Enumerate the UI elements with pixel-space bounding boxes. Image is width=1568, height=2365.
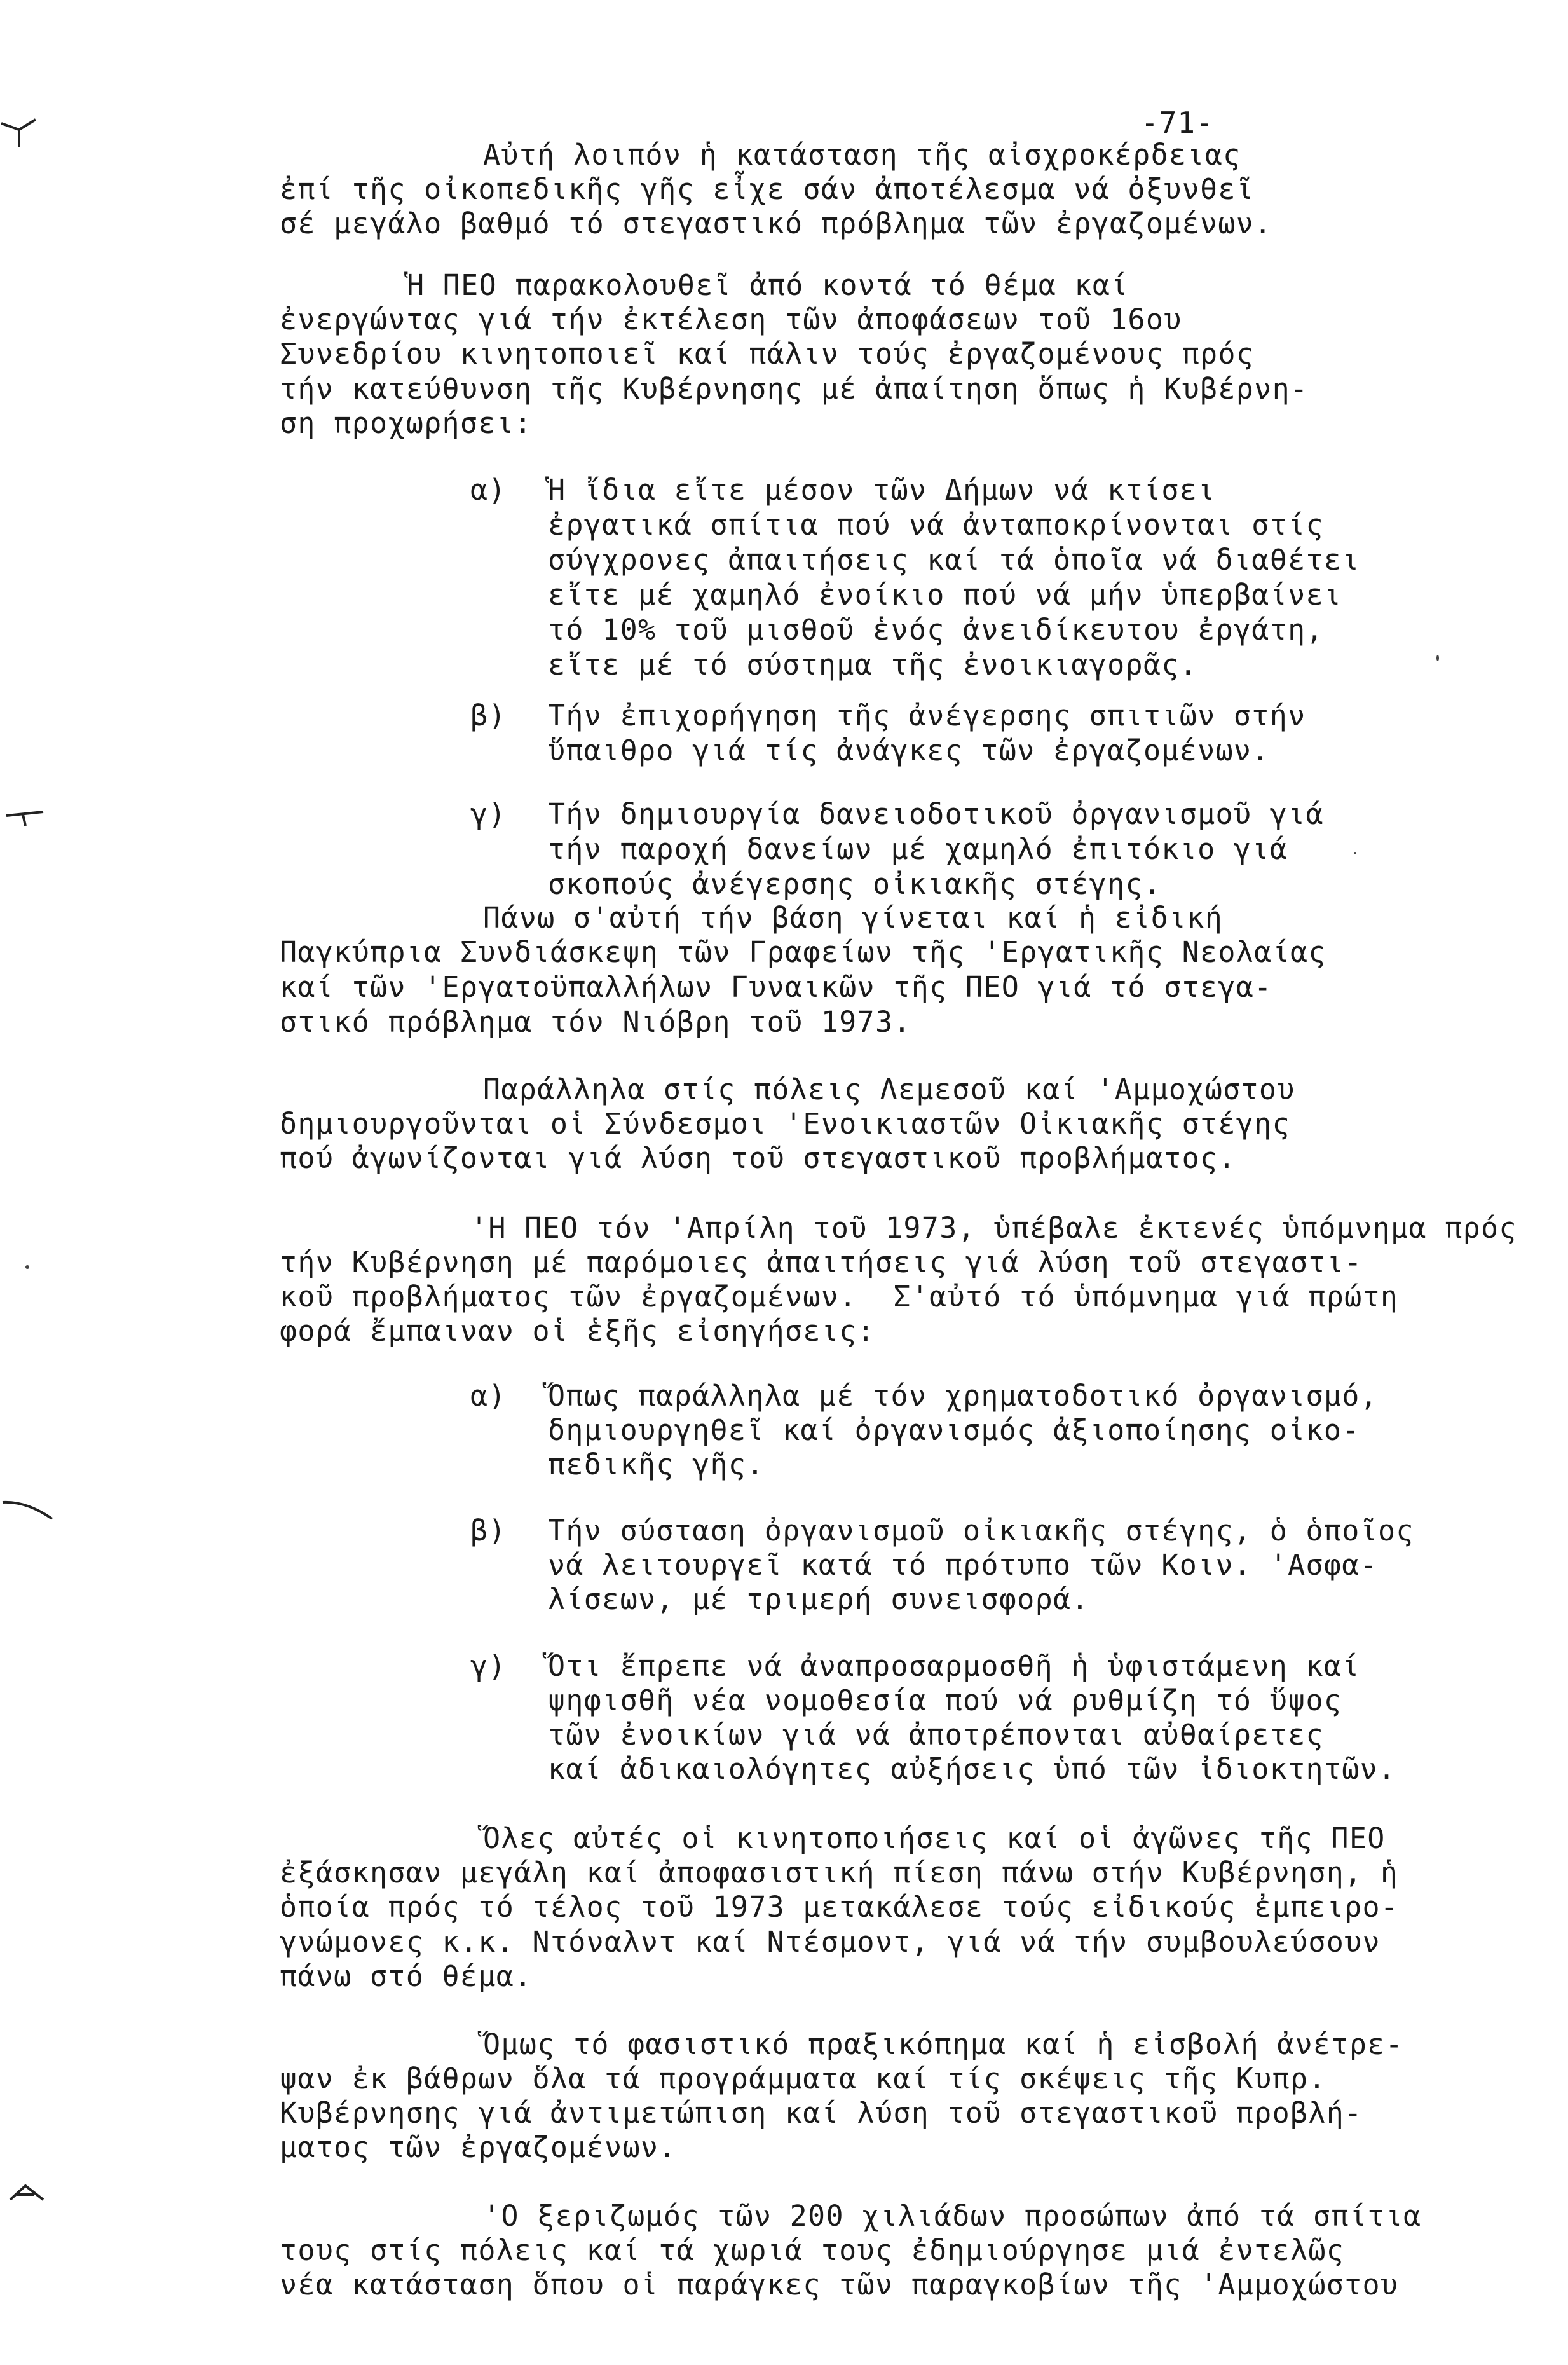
- paragraph-line: Κυβέρνησης γιά ἀντιμετώπιση καί λύση τοῦ στεγαστικοῦ προβλή-: [280, 2096, 1363, 2130]
- list-marker: β): [470, 699, 507, 732]
- page-number: -71-: [1141, 106, 1214, 140]
- list-item-line: τῶν ἐνοικίων γιά νά ἀποτρέπονται αὐθαίρετες: [548, 1718, 1324, 1751]
- paragraph-line: Πάνω σ'αὐτή τήν βάση γίνεται καί ἡ εἰδική: [483, 901, 1224, 935]
- left-margin-mark-4: [8, 2181, 46, 2209]
- paragraph-line: Παράλληλα στίς πόλεις Λεμεσοῦ καί 'Αμμοχώστου: [483, 1073, 1295, 1106]
- list-item-line: Τήν ἐπιχορήγηση τῆς ἀνέγερσης σπιτιῶν στήν: [548, 699, 1306, 732]
- list-item-line: εἴτε μέ χαμηλό ἐνοίκιο πού νά μήν ὑπερβαίνει: [548, 578, 1342, 612]
- paragraph-line: στικό πρόβλημα τόν Νιόβρη τοῦ 1973.: [280, 1005, 911, 1039]
- paragraph-line: σέ μεγάλο βαθμό τό στεγαστικό πρόβλημα τῶν ἐργαζομένων.: [280, 207, 1272, 240]
- list-item-line: σκοπούς ἀνέγερσης οἰκιακῆς στέγης.: [548, 867, 1162, 901]
- paragraph-line: ψαν ἐκ βάθρων ὅλα τά προγράμματα καί τίς σκέψεις τῆς Κυπρ.: [280, 2062, 1326, 2095]
- paragraph-line: Ὅμως τό φασιστικό πραξικόπημα καί ἡ εἰσβολή ἀνέτρε-: [483, 2027, 1404, 2061]
- scan-speck: [25, 1265, 29, 1269]
- list-item-line: σύγχρονες ἀπαιτήσεις καί τά ὁποῖα νά διαθέτει: [548, 543, 1360, 577]
- paragraph-line: ση προχωρήσει:: [280, 406, 533, 440]
- list-item-line: δημιουργηθεῖ καί ὀργανισμός ἀξιοποίησης οἰκο-: [548, 1413, 1360, 1447]
- left-margin-mark-3: [1, 1497, 58, 1532]
- paragraph-line: κοῦ προβλήματος τῶν ἐργαζομένων. Σ'αὐτό τό ὑπόμνημα γιά πρώτη: [280, 1280, 1399, 1313]
- paragraph-line: Αὐτή λοιπόν ἡ κατάσταση τῆς αἰσχροκέρδειας: [483, 138, 1241, 172]
- paragraph-line: ἐνεργώντας γιά τήν ἐκτέλεση τῶν ἀποφάσεων τοῦ 16ου: [280, 303, 1182, 336]
- left-margin-mark-2: [4, 804, 48, 832]
- left-margin-mark-1: [0, 114, 38, 155]
- list-item-line: ὕπαιθρο γιά τίς ἀνάγκες τῶν ἐργαζομένων.: [548, 734, 1270, 767]
- paragraph-line: πού ἀγωνίζονται γιά λύση τοῦ στεγαστικοῦ προβλήματος.: [280, 1141, 1236, 1175]
- paragraph-line: γνώμονες κ.κ. Ντόναλντ καί Ντέσμοντ, γιά νά τήν συμβουλεύσουν: [280, 1925, 1381, 1959]
- paragraph-line: δημιουργοῦνται οἱ Σύνδεσμοι 'Ενοικιαστῶν Οἰκιακῆς στέγης: [280, 1107, 1290, 1141]
- list-item-line: νά λειτουργεῖ κατά τό πρότυπο τῶν Κοιν. 'Ασφα-: [548, 1548, 1379, 1582]
- paragraph-line: τήν κατεύθυνση τῆς Κυβέρνησης μέ ἀπαίτηση ὅπως ἡ Κυβέρνη-: [280, 372, 1309, 406]
- list-item-line: Ὅπως παράλληλα μέ τόν χρηματοδοτικό ὀργανισμό,: [548, 1379, 1379, 1413]
- paragraph-line: ὁποία πρός τό τέλος τοῦ 1973 μετακάλεσε τούς εἰδικούς ἐμπειρο-: [280, 1890, 1399, 1924]
- list-item-line: ψηφισθῆ νέα νομοθεσία πού νά ρυθμίζη τό ὕψος: [548, 1683, 1342, 1717]
- list-marker: β): [470, 1514, 507, 1547]
- scan-speck: [1354, 852, 1356, 854]
- list-item-line: τήν παροχή δανείων μέ χαμηλό ἐπιτόκιο γιά: [548, 832, 1288, 866]
- list-item-line: Τήν σύσταση ὀργανισμοῦ οἰκιακῆς στέγης, ὁ ὁποῖος: [548, 1514, 1414, 1547]
- paragraph-line: Ἡ ΠΕΟ παρακολουθεῖ ἀπό κοντά τό θέμα καί: [407, 268, 1129, 302]
- list-item-line: τό 10% τοῦ μισθοῦ ἑνός ἀνειδίκευτου ἐργάτη,: [548, 613, 1324, 647]
- paragraph-line: Ὅλες αὐτές οἱ κινητοποιήσεις καί οἱ ἀγῶνες τῆς ΠΕΟ: [483, 1821, 1386, 1855]
- list-marker: α): [470, 1379, 507, 1413]
- paragraph-line: νέα κατάσταση ὅπου οἱ παράγκες τῶν παραγκοβίων τῆς 'Αμμοχώστου: [280, 2268, 1399, 2301]
- list-marker: γ): [470, 797, 507, 831]
- list-item-line: εἴτε μέ τό σύστημα τῆς ἐνοικιαγορᾶς.: [548, 648, 1198, 682]
- paragraph-line: τήν Κυβέρνηση μέ παρόμοιες ἀπαιτήσεις γιά λύση τοῦ στεγαστι-: [280, 1245, 1363, 1279]
- paragraph-line: Παγκύπρια Συνδιάσκεψη τῶν Γραφείων τῆς 'Εργατικῆς Νεολαίας: [280, 935, 1326, 969]
- paragraph-line: καί τῶν 'Εργατοϋπαλλήλων Γυναικῶν τῆς ΠΕΟ γιά τό στεγα-: [280, 970, 1272, 1004]
- paragraph-line: φορά ἔμπαιναν οἱ ἑξῆς εἰσηγήσεις:: [280, 1314, 875, 1348]
- paragraph-line: πάνω στό θέμα.: [280, 1959, 533, 1993]
- paragraph-line: ἐξάσκησαν μεγάλη καί ἀποφασιστική πίεση πάνω στήν Κυβέρνηση, ἡ: [280, 1856, 1399, 1889]
- list-item-line: πεδικῆς γῆς.: [548, 1448, 765, 1481]
- paragraph-line: ματος τῶν ἐργαζομένων.: [280, 2130, 677, 2164]
- list-marker: α): [470, 473, 507, 507]
- list-item-line: Ὅτι ἔπρεπε νά ἀναπροσαρμοσθῆ ἡ ὑφιστάμενη καί: [548, 1649, 1360, 1683]
- list-item-line: Τήν δημιουργία δανειοδοτικοῦ ὀργανισμοῦ γιά: [548, 797, 1324, 831]
- paragraph-line: ἐπί τῆς οἰκοπεδικῆς γῆς εἶχε σάν ἀποτέλεσμα νά ὀξυνθεῖ: [280, 172, 1255, 206]
- list-marker: γ): [470, 1649, 507, 1683]
- paragraph-line: τους στίς πόλεις καί τά χωριά τους ἐδημιούργησε μιά ἐντελῶς: [280, 2233, 1345, 2267]
- list-item-line: λίσεων, μέ τριμερή συνεισφορά.: [548, 1582, 1089, 1616]
- list-item-line: ἐργατικά σπίτια πού νά ἀνταποκρίνονται στίς: [548, 508, 1324, 542]
- paragraph-line: 'Η ΠΕΟ τόν 'Απρίλη τοῦ 1973, ὑπέβαλε ἐκτενές ὑπόμνημα πρός: [470, 1211, 1517, 1245]
- scan-speck: [1436, 655, 1439, 661]
- paragraph-line: 'Ο ξεριζωμός τῶν 200 χιλιάδων προσώπων ἀπό τά σπίτια: [483, 2199, 1422, 2233]
- list-item-line: καί ἀδικαιολόγητες αὐξήσεις ὑπό τῶν ἰδιοκτητῶν.: [548, 1752, 1396, 1786]
- list-item-line: Ἡ ἴδια εἴτε μέσον τῶν Δήμων νά κτίσει: [548, 473, 1216, 507]
- paragraph-line: Συνεδρίου κινητοποιεῖ καί πάλιν τούς ἐργαζομένους πρός: [280, 337, 1255, 371]
